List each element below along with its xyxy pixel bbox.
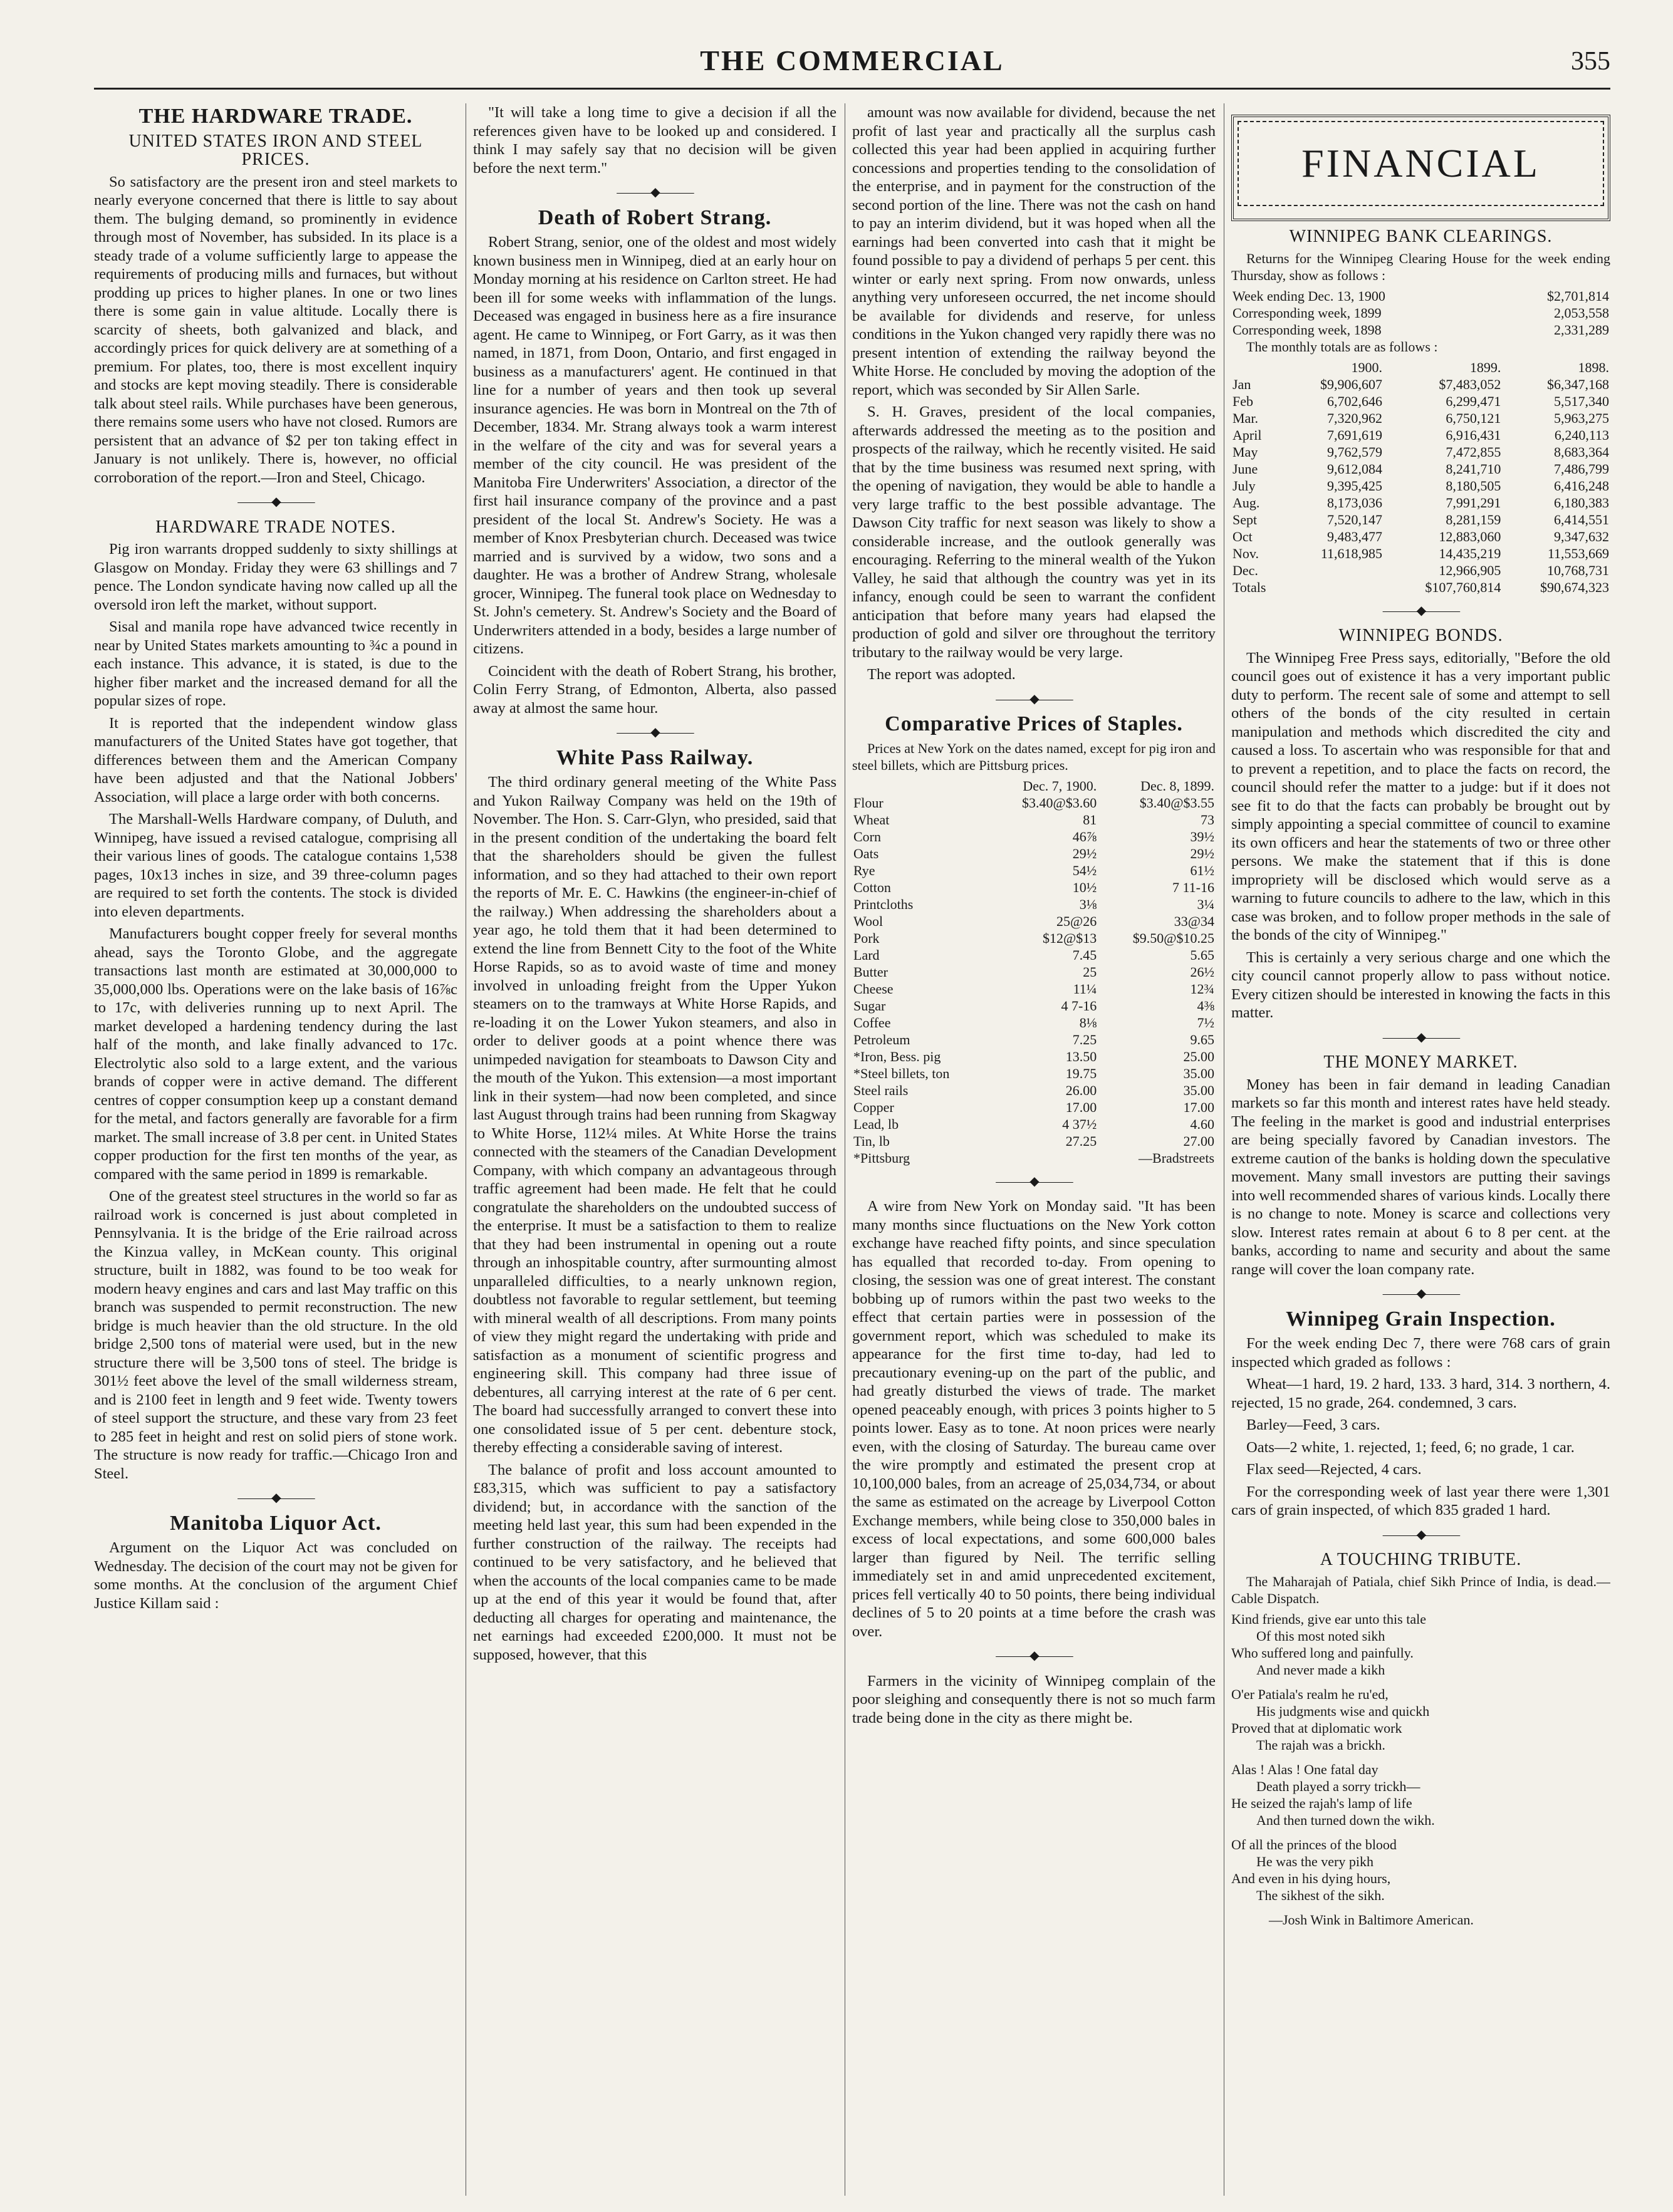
staples-row xyxy=(852,828,1216,845)
poem-line: He seized the rajah's lamp of life xyxy=(1231,1795,1412,1811)
clearings-week-body xyxy=(1231,288,1610,338)
staples-row xyxy=(852,1065,1216,1082)
table-cell: Cotton xyxy=(853,879,891,895)
clearings-intro: Returns for the Winnipeg Clearing House for the week ending Thursday, show as follows : xyxy=(1231,250,1610,283)
staples-row xyxy=(852,794,1216,811)
article-paragraph: It is reported that the independent window glass manufacturers of the United States have got together, that differences between them and the American Company have been adjusted and that the National Jobbers' Association, will place a large order with both concerns. xyxy=(94,714,457,806)
table-cell: 5,963,275 xyxy=(1554,410,1609,426)
table-cell: 7,320,962 xyxy=(1327,410,1383,426)
poem-line: His judgments wise and quickh xyxy=(1256,1703,1430,1719)
clearings-week-row xyxy=(1231,304,1610,321)
clearings-week-row xyxy=(1231,288,1610,304)
staples-row xyxy=(852,997,1216,1014)
monthly-row xyxy=(1231,511,1610,528)
article-paragraph: The third ordinary general meeting of the White Pass and Yukon Railway Company was held on the 19th of November. The Hon. S. Carr-Glyn, who presided, said that in the present condition of the undertaking the board felt that the shareholders should be given the fullest information, and so they had attached to their own report the reports of Mr. E. C. Hawkins (the engineer-in-chief of the railway.) When addressing the shareholders about a year ago, he told them that it had been determined to extend the line from Bennett City to the foot of the White Horse Rapids, so as to avoid waste of time and money involved in unloading freight from the Upper Yukon steamers on to the tramways at White Horse Rapids, and re-loading it on the Lower Yukon steamers, and also in order to deliver goods at a point whence there was unimpeded navigation for steamboats to Dawson City and the mouth of the Yukon. This extension—a most important link in their system—had now been completed, and since last August through trains had been running from Skagway to White Horse, 112¼ miles. At White Horse the trains connected with the steamers of the Canadian Development Company, with which company an advantageous through traffic agreement had been made. He felt that he could congratulate the shareholders on the undoubted success of the enterprise. It must be a satisfaction to them to realize that they had been instrumental in opening out a route through an inhospitable country, after surmounting almost unparalleled difficulties, to a nearly unknown region, doubtless not favorable to regular settlement, but teeming with mineral wealth of all descriptions. From many points of view they might regard the undertaking with pride and satisfaction as a monument of scientific progress and engineering skill. This company had three issue of debentures, all carrying interest at the rate of 6 per cent. The board had successfully arranged to convert these into one consolidated issue of 5 per cent. debenture stock, thereby effecting a considerable saving of interest. xyxy=(473,774,836,1456)
poem-line: O'er Patiala's realm he ru'ed, xyxy=(1231,1686,1389,1702)
staples-row xyxy=(852,1048,1216,1065)
staples-row xyxy=(852,1031,1216,1048)
table-footer-cell: —Bradstreets xyxy=(1139,1150,1214,1166)
table-cell xyxy=(1286,562,1384,579)
table-cell: 6,180,383 xyxy=(1554,494,1609,511)
poem-stanza xyxy=(1231,1836,1610,1904)
masthead xyxy=(94,44,1610,90)
table-cell: 7,991,291 xyxy=(1446,494,1501,511)
tribute-heading: A TOUCHING TRIBUTE. xyxy=(1320,1550,1522,1569)
table-header-cell: 1898. xyxy=(1578,359,1609,375)
table-cell: $3.40@$3.60 xyxy=(1022,794,1097,811)
article-paragraph: A wire from New York on Monday said. "It has been many months since fluctuations on the New York cotton exchange have reached fifty points, and since speculation has equalled that recorded to-day. From opening to closing, the session was one of great interest. The constant bobbing up of rumors within the past two weeks to the effect that certain parties were in possession of the government report, which was scheduled to make its appearance for the first time to-day, had led to precautionary evening-up on the part of the public, and had greatly disturbed the views of trade. The market opened peaceably enough, with prices 3 points higher to 5 points lower. Easy as to tone. At noon prices were nearly even, with the closing of Saturday. The bureau came over the wire promptly and estimated the present crop at 10,100,000 bales, from an acreage of 25,034,734, or about the same as estimated on the acreage by Liverpool Cotton Exchange members, while being close to 350,000 bales in excess of local expectations, and some 600,000 bales larger than figured by Neil. The terrific selling immediately set in and amid unprecedented excitement, prices fell vertically 40 to 50 points, there being individual declines of 5 to 20 points at a time before the crash was over. xyxy=(852,1198,1216,1640)
table-cell: 17.00 xyxy=(1183,1099,1214,1115)
section-separator xyxy=(94,493,457,512)
poem-line: Of all the princes of the blood xyxy=(1231,1836,1397,1852)
table-cell: Lard xyxy=(853,947,880,963)
white-pass-heading: White Pass Railway. xyxy=(556,745,754,769)
clearings-week-table xyxy=(1231,288,1610,338)
article-paragraph: One of the greatest steel structures in the world so far as railroad work is concerned is just about completed in Pennsylvania. It is the bridge of the Erie railroad across the Kinzua valley, in McKean county. This original structure, built in 1882, was found to be too weak for modern heavy engines and cars and last May traffic on this branch was suspended to permit reconstruction. The new bridge is much heavier than the old structure. In the old bridge 2,500 tons of material were used, but in the new structure there will be 3,500 tons of steel. The bridge is 301½ feet above the level of the small wilderness stream, and is 2100 feet in length and 9 feet wide. Twenty towers of steel support the structure, and these vary from 23 feet to 285 feet in height and rest on solid piers of stone work. The structure is now ready for traffic.—Chicago Iron and Steel. xyxy=(94,1188,457,1482)
table-cell: 7,486,799 xyxy=(1554,460,1609,477)
poem-line: He was the very pikh xyxy=(1256,1853,1373,1869)
table-cell: April xyxy=(1233,427,1262,443)
column-2 xyxy=(473,103,836,2196)
table-cell: Aug. xyxy=(1233,494,1260,511)
poem-line: Kind friends, give ear unto this tale xyxy=(1231,1611,1426,1627)
table-header-cell: Dec. 7, 1900. xyxy=(1023,777,1097,794)
table-cell: Corresponding week, 1898 xyxy=(1233,321,1382,338)
table-cell: Mar. xyxy=(1233,410,1258,426)
monthly-table-body xyxy=(1231,376,1610,579)
table-cell: 12,883,060 xyxy=(1439,528,1501,544)
staples-row xyxy=(852,980,1216,997)
financial-title: FINANCIAL xyxy=(1238,121,1604,206)
table-cell: 4 7-16 xyxy=(1061,997,1097,1014)
table-cell: 29½ xyxy=(1072,845,1097,861)
table-cell: 2,053,558 xyxy=(1554,304,1609,321)
section-separator xyxy=(852,690,1216,709)
table-cell: 6,414,551 xyxy=(1554,511,1609,527)
table-cell: 35.00 xyxy=(1183,1065,1214,1081)
table-cell: 8,173,036 xyxy=(1327,494,1383,511)
table-cell: Corresponding week, 1899 xyxy=(1233,304,1382,321)
table-cell: Wool xyxy=(853,913,883,929)
monthly-row xyxy=(1231,460,1610,477)
section-separator xyxy=(1231,1029,1610,1047)
table-cell: Sugar xyxy=(853,997,886,1014)
table-cell: Flour xyxy=(853,794,883,811)
table-cell: 12,966,905 xyxy=(1439,562,1501,578)
table-cell: 9,612,084 xyxy=(1327,460,1383,477)
article-paragraph: The Winnipeg Free Press says, editorially, "Before the old council goes out of existence it has a very important public duty to perform. The recent sale of some and attempt to sell others of the bonds of the city resulted in certain manipulation and methods which discredited the city and caused a loss. To ascertain who was responsible for that and to prevent a repetition, and to place the facts on record, the council should refer the matter to a judge: but if it does not see fit to do that the facts can probably be brought out by simply appointing a special committee of council to examine its own officers and hear the statements of two or three other persons. We make the statement that if this is done impropriety will be disclosed which would serve as a warning to future councils to adhere to the law, which in this case was broken, and to follow proper methods in the sale of the bonds of the city of Winnipeg." xyxy=(1231,649,1610,943)
totals-row xyxy=(1231,579,1610,596)
table-cell: Lead, lb xyxy=(853,1116,899,1132)
column-1 xyxy=(94,103,457,2196)
article-paragraph: Wheat—1 hard, 19. 2 hard, 133. 3 hard, 314. 3 northern, 4. rejected, 15 no grade, 264. condemned, 3 cars. xyxy=(1231,1376,1610,1411)
table-cell: 27.00 xyxy=(1183,1133,1214,1149)
article-paragraph: The balance of profit and loss account amounted to £83,315, which was sufficient to pay a satisfactory dividend; but, in accordance with the sanction of the meeting held last year, this sum had been expended in the further construction of the railway. The receipts had continued to be very satisfactory, and he believed that when the accounts of the local companies came to be made up at the end of this year it would be found that, after deducting all charges for operating and maintenance, the net earnings had exceeded £200,000. It must not be supposed, however, that this xyxy=(473,1461,836,1663)
table-cell: $9,906,607 xyxy=(1320,376,1383,392)
table-cell: 8,281,159 xyxy=(1446,511,1501,527)
table-cell: 9,395,425 xyxy=(1327,477,1383,494)
table-cell: 4 37½ xyxy=(1062,1116,1097,1132)
table-cell: Coffee xyxy=(853,1014,891,1031)
table-cell: 10,768,731 xyxy=(1547,562,1609,578)
table-cell: 17.00 xyxy=(1065,1099,1097,1115)
table-cell: 73 xyxy=(1201,811,1214,828)
article-paragraph: Money has been in fair demand in leading Canadian markets so far this month and interest rates have held steady. The feeling in the market is good and industrial enterprises are being specially favored by Canadian investors. The extreme caution of the banks is holding down the speculative movement. Many small investors are putting their savings into well recommended shares of various kinds. Locally there is no change to note. Money is scarce and collections very slow. Interest rates remain at about 6 to 8 per cent. at the banks, according to name and security and about the same range will cover the loan company rate. xyxy=(1231,1076,1610,1278)
poem-stanza xyxy=(1231,1611,1610,1678)
table-cell: 33@34 xyxy=(1174,913,1214,929)
table-cell: 54½ xyxy=(1072,862,1097,878)
table-cell: 11,618,985 xyxy=(1320,545,1383,561)
table-cell: Dec. xyxy=(1233,562,1258,578)
table-cell: Corn xyxy=(853,828,881,844)
bonds-heading: WINNIPEG BONDS. xyxy=(1338,626,1503,645)
table-cell: Rye xyxy=(853,862,875,878)
monthly-clearings-table xyxy=(1231,359,1610,596)
poem-line: And never made a kikh xyxy=(1256,1661,1385,1678)
table-footer-row xyxy=(852,1150,1216,1166)
staples-row xyxy=(852,930,1216,947)
section-separator xyxy=(1231,1285,1610,1304)
staples-row xyxy=(852,811,1216,828)
table-cell: 19.75 xyxy=(1065,1065,1097,1081)
monthly-row xyxy=(1231,562,1610,579)
clearings-heading: WINNIPEG BANK CLEARINGS. xyxy=(1289,227,1553,246)
monthly-row xyxy=(1231,444,1610,460)
table-cell: $90,674,323 xyxy=(1540,579,1609,595)
table-cell: *Iron, Bess. pig xyxy=(853,1048,941,1064)
table-cell: *Steel billets, ton xyxy=(853,1065,950,1081)
article-paragraph: Argument on the Liquor Act was concluded on Wednesday. The decision of the court may not be given for some months. At the conclusion of the argument Chief Justice Killam said : xyxy=(94,1539,457,1612)
table-cell: Jan xyxy=(1233,376,1251,392)
table-cell: Feb xyxy=(1233,393,1253,409)
poem-signature: —Josh Wink in Baltimore American. xyxy=(1269,1911,1474,1928)
monthly-row xyxy=(1231,545,1610,562)
monthly-intro: The monthly totals are as follows : xyxy=(1246,338,1438,355)
table-cell: 10½ xyxy=(1072,879,1097,895)
financial-banner xyxy=(1231,115,1610,221)
staples-row xyxy=(852,862,1216,879)
article-paragraph: Pig iron warrants dropped suddenly to sixty shillings at Glasgow on Monday. Friday they were 63 shillings and 7 pence. The London syndicate having now called up all the oversold iron left the market, without support. xyxy=(94,541,457,613)
section-separator xyxy=(473,184,836,202)
column-3 xyxy=(852,103,1216,2196)
monthly-row xyxy=(1231,477,1610,494)
poem xyxy=(1231,1611,1610,1904)
monthly-row xyxy=(1231,427,1610,444)
tribute-intro: The Maharajah of Patiala, chief Sikh Prince of India, is dead.—Cable Dispatch. xyxy=(1231,1573,1610,1606)
table-cell: Totals xyxy=(1233,579,1266,595)
table-cell: 7,520,147 xyxy=(1327,511,1383,527)
table-cell: 25.00 xyxy=(1183,1048,1214,1064)
table-cell: $2,701,814 xyxy=(1547,288,1609,304)
clearings-week-row xyxy=(1231,321,1610,338)
table-cell: Petroleum xyxy=(853,1031,910,1047)
article-paragraph: S. H. Graves, president of the local companies, afterwards addressed the meeting as to the position and prospects of the railway, which he recently visited. He said that by the time business was resumed next spring, with the opening of navigation, they would be able to handle a very large traffic to the best possible advantage. The Dawson City traffic for next season was likely to show a considerable increase, and the outlook generally was encouraging. Referring to the mineral wealth of the Yukon Valley, he said that although the country was yet in its infancy, enough could be seen to warrant the confident anticipation that before many years had elapsed the production of gold and silver ore throughout the territory tributary to the railway would be very large. xyxy=(852,403,1216,661)
monthly-row xyxy=(1231,393,1610,410)
staples-heading: Comparative Prices of Staples. xyxy=(885,712,1183,735)
table-cell: 46⅞ xyxy=(1072,828,1097,844)
article-paragraph: Flax seed—Rejected, 4 cars. xyxy=(1246,1461,1422,1478)
table-cell: Wheat xyxy=(853,811,890,828)
table-cell: 6,416,248 xyxy=(1554,477,1609,494)
staples-row xyxy=(852,1082,1216,1099)
staples-row xyxy=(852,896,1216,913)
article-paragraph: Farmers in the vicinity of Winnipeg complain of the poor sleighing and consequently there is not so much farm trade being done in the city as there might be. xyxy=(852,1672,1216,1727)
table-cell: $107,760,814 xyxy=(1425,579,1501,595)
table-header-cell: 1899. xyxy=(1469,359,1501,375)
table-header-cell xyxy=(852,777,990,794)
table-cell: 61½ xyxy=(1190,862,1214,878)
table-cell: $3.40@$3.55 xyxy=(1139,794,1214,811)
staples-row xyxy=(852,845,1216,862)
poem-line: Death played a sorry trickh— xyxy=(1256,1778,1420,1794)
table-cell: 13.50 xyxy=(1065,1048,1097,1064)
table-cell: 12¾ xyxy=(1190,980,1214,997)
table-cell: 7½ xyxy=(1197,1014,1214,1031)
table-cell: 29½ xyxy=(1190,845,1214,861)
table-cell: 6,916,431 xyxy=(1446,427,1501,443)
page-title: THE COMMERCIAL xyxy=(700,44,1004,76)
article-paragraph: Manufacturers bought copper freely for several months ahead, says the Toronto Globe, and the aggregate transactions last month are estimated at 30,000,000 to 35,000,000 lbs. Operations were on the lake basis of 16⅞c to 17c, with deliveries running up to next April. The market developed a hardening tendency during the last half of the month, and lake finally advanced to 17c. Electrolytic also sold to a large extent, and the various brands of copper were in active demand. The different centres of copper consumption keep up a constant demand for the metal, and factors generally are favorable for a firm market. The small increase of 3.8 per cent. in United States copper production for the first ten months of the year, as compared with the same period in 1899 is remarkable. xyxy=(94,925,457,1183)
staples-note: Prices at New York on the dates named, except for pig iron and steel billets, which are Pittsburg prices. xyxy=(852,740,1216,773)
table-cell: Copper xyxy=(853,1099,894,1115)
article-paragraph: "It will take a long time to give a decision if all the references given have to be looked up and considered. I think I may safely say that no decision will be given before the next term." xyxy=(473,104,836,177)
article-paragraph: For the week ending Dec 7, there were 768 cars of grain inspected which graded as follows : xyxy=(1231,1335,1610,1371)
poem-line: The sikhest of the sikh. xyxy=(1256,1887,1385,1903)
staples-table-body xyxy=(852,794,1216,1150)
staples-row xyxy=(852,947,1216,963)
table-cell: $7,483,052 xyxy=(1439,376,1501,392)
table-cell: 7 11-16 xyxy=(1172,879,1214,895)
article-paragraph: So satisfactory are the present iron and steel markets to nearly everyone concerned that there is little to say about them. The bulging demand, so prominently in evidence through most of November, has subsided. In its place is a steady trade of a volume sufficiently large to appease the requirements of producing mills and furnaces, but without prodding up prices to higher planes. In one or two lines there is some gain in value altitude. Locally there is scarcity of sheets, both galvanized and black, and accordingly prices for quick delivery are at something of a premium. For plates, too, there is most excellent inquiry and stocks are kept moving steadily. There is considerable talk about steel rails. While purchases have been generous, there remains some users who have not closed. Rumors are persistent that an advance of $2 per ton taking effect in January is not unlikely. There is, however, no official corroboration of the report.—Iron and Steel, Chicago. xyxy=(94,173,457,486)
table-header-row xyxy=(852,777,1216,794)
table-cell: 25 xyxy=(1083,963,1097,980)
table-header-cell xyxy=(1231,359,1286,376)
table-footer-cell: *Pittsburg xyxy=(853,1150,910,1166)
table-header-row xyxy=(1231,359,1610,376)
table-cell: 39½ xyxy=(1190,828,1214,844)
table-cell: 11¼ xyxy=(1073,980,1097,997)
table-cell: 9,762,579 xyxy=(1327,444,1383,460)
table-cell: July xyxy=(1233,477,1256,494)
table-cell: 8,683,364 xyxy=(1554,444,1609,460)
table-cell: 3¼ xyxy=(1197,896,1214,912)
table-cell: 6,702,646 xyxy=(1327,393,1383,409)
staples-row xyxy=(852,913,1216,930)
table-cell: 3⅛ xyxy=(1079,896,1097,912)
table-cell: 6,750,121 xyxy=(1446,410,1501,426)
table-cell: 5.65 xyxy=(1190,947,1214,963)
staples-row xyxy=(852,1133,1216,1150)
table-cell: 9.65 xyxy=(1190,1031,1214,1047)
monthly-row xyxy=(1231,376,1610,393)
poem-line: Who suffered long and painfully. xyxy=(1231,1644,1414,1661)
poem-line: Proved that at diplomatic work xyxy=(1231,1720,1402,1736)
article-paragraph: Oats—2 white, 1. rejected, 1; feed, 6; no grade, 1 car. xyxy=(1246,1438,1575,1456)
table-cell: $12@$13 xyxy=(1043,930,1097,946)
staples-row xyxy=(852,963,1216,980)
hardware-notes-heading: HARDWARE TRADE NOTES. xyxy=(155,517,396,537)
section-separator xyxy=(1231,1526,1610,1545)
table-cell: Oct xyxy=(1233,528,1253,544)
table-cell: Nov. xyxy=(1233,545,1259,561)
table-cell: 8⅛ xyxy=(1079,1014,1097,1031)
table-cell: 5,517,340 xyxy=(1554,393,1609,409)
liquor-act-heading: Manitoba Liquor Act. xyxy=(170,1511,382,1535)
poem-stanza xyxy=(1231,1761,1610,1829)
monthly-row xyxy=(1231,494,1610,511)
article-paragraph: The Marshall-Wells Hardware company, of Duluth, and Winnipeg, have issued a revised catalogue, comprising all their various lines of goods. The catalogue contains 1,538 pages, 10x13 inches in size, and 39 three-column pages are required to set forth the contents. The stock is divided into eleven departments. xyxy=(94,811,457,920)
article-paragraph: amount was now available for dividend, because the net profit of last year and practically all the surplus cash collected this year had been applied in acquiring further concessions and properties tending to the consolidation of the enterprise, and in payment for the construction of the second portion of the line. There was not the cash on hand to pay an interim dividend, but it was hoped when all the earnings had been converted into cash that it might be found possible to pay a dividend of perhaps 5 per cent. this winter or early next spring. From now onwards, unless anything very unforeseen occurred, the net income should be available for dividends and reserve, for unless conditions in the Yukon changed very rapidly there was no present intention of extending the railway beyond the White Horse. He concluded by moving the adoption of the report, which was seconded by Sir Allen Sarle. xyxy=(852,104,1216,398)
grain-inspection-heading: Winnipeg Grain Inspection. xyxy=(1286,1307,1556,1331)
monthly-row xyxy=(1231,410,1610,427)
table-cell: $6,347,168 xyxy=(1547,376,1609,392)
article-paragraph: Coincident with the death of Robert Strang, his brother, Colin Ferry Strang, of Edmonton, Alberta, also passed away at almost the same hour. xyxy=(473,662,836,717)
table-cell: Week ending Dec. 13, 1900 xyxy=(1233,288,1385,304)
table-cell: 25@26 xyxy=(1056,913,1097,929)
article-paragraph: Barley—Feed, 3 cars. xyxy=(1246,1416,1380,1433)
staples-footer xyxy=(852,1150,1216,1166)
table-cell: 7.45 xyxy=(1072,947,1097,963)
table-cell: 26½ xyxy=(1190,963,1214,980)
table-cell: 2,331,289 xyxy=(1554,321,1609,338)
table-cell: 4.60 xyxy=(1190,1116,1214,1132)
table-cell: 7,472,855 xyxy=(1446,444,1501,460)
poem-line: And even in his dying hours, xyxy=(1231,1870,1391,1886)
monthly-row xyxy=(1231,528,1610,545)
table-cell xyxy=(1286,579,1384,596)
poem-line: Of this most noted sikh xyxy=(1256,1628,1385,1644)
money-market-heading: THE MONEY MARKET. xyxy=(1323,1052,1518,1072)
table-cell: 7,691,619 xyxy=(1327,427,1383,443)
staples-row xyxy=(852,1099,1216,1116)
table-cell: 26.00 xyxy=(1065,1082,1097,1098)
table-cell: 14,435,219 xyxy=(1439,545,1501,561)
table-cell: 7.25 xyxy=(1072,1031,1097,1047)
table-cell: Cheese xyxy=(853,980,894,997)
iron-steel-subheading: UNITED STATES IRON AND STEEL PRICES. xyxy=(128,131,423,169)
section-separator xyxy=(94,1489,457,1508)
table-cell: 8,180,505 xyxy=(1446,477,1501,494)
staples-row xyxy=(852,1116,1216,1133)
table-cell: May xyxy=(1233,444,1258,460)
table-cell: 6,299,471 xyxy=(1446,393,1501,409)
page-number: 355 xyxy=(1571,47,1610,76)
staples-row xyxy=(852,1014,1216,1031)
table-cell: 11,553,669 xyxy=(1547,545,1609,561)
table-header-cell: 1900. xyxy=(1351,359,1383,375)
table-cell: 27.25 xyxy=(1065,1133,1097,1149)
article-paragraph: For the corresponding week of last year there were 1,301 cars of grain inspected, of which 835 graded 1 hard. xyxy=(1231,1483,1610,1519)
section-separator xyxy=(1231,602,1610,621)
table-cell: 6,240,113 xyxy=(1554,427,1609,443)
table-cell: 81 xyxy=(1083,811,1097,828)
article-paragraph: This is certainly a very serious charge and one which the city council cannot properly allow to pass without notice. Every citizen should be interested in knowing the facts in this matter. xyxy=(1231,948,1610,1021)
poem-line: And then turned down the wikh. xyxy=(1256,1812,1435,1828)
table-cell: Printcloths xyxy=(853,896,914,912)
staples-table xyxy=(852,777,1216,1150)
table-cell: Pork xyxy=(853,930,880,946)
section-separator xyxy=(852,1173,1216,1192)
column-4 xyxy=(1231,103,1610,2196)
table-cell: 9,347,632 xyxy=(1554,528,1609,544)
table-cell: Tin, lb xyxy=(853,1133,890,1149)
section-separator xyxy=(852,1647,1216,1666)
table-cell: June xyxy=(1233,460,1258,477)
table-cell: Sept xyxy=(1233,511,1258,527)
article-paragraph: Robert Strang, senior, one of the oldest and most widely known business men in Winnipeg, died at an early hour on Monday morning at his residence on Carlton street. He had been ill for some weeks with inflammation of the lungs. Deceased was engaged in business here as a fire insurance agent. He came to Winnipeg, or Fort Garry, as it was then named, in 1871, from Doon, Ontario, and first engaged in business as a manufacturers' agent. He continued in that line for a number of years and then took up several insurance agencies. He was born in Montreal on the 7th of December, 1834. Mr. Strang always took a warm interest in the welfare of the city and was for several years a member of the city council. He was president of the Manitoba Fire Underwriters' Association, a director of the first hail insurance company of the province and a past president of the local St. Andrew's Society. He was a member of Knox Presbyterian church. Deceased was twice married and is survived by a widow, two sons and a daughter. He was a brother of Andrew Strang, wholesale grocer, Winnipeg. The funeral took place on Wednesday to St. John's cemetery. St. Andrew's Society and the Board of Underwriters attended in a body, besides a large number of citizens. xyxy=(473,234,836,657)
table-header-cell: Dec. 8, 1899. xyxy=(1140,777,1214,794)
poem-line: The rajah was a brickh. xyxy=(1256,1737,1385,1753)
poem-stanza xyxy=(1231,1686,1610,1753)
hardware-trade-heading: THE HARDWARE TRADE. xyxy=(138,105,413,128)
table-cell: Steel rails xyxy=(853,1082,909,1098)
poem-line: Alas ! Alas ! One fatal day xyxy=(1231,1761,1379,1777)
table-cell: $9.50@$10.25 xyxy=(1132,930,1214,946)
table-cell: 4⅜ xyxy=(1197,997,1214,1014)
article-paragraph: The report was adopted. xyxy=(867,666,1016,683)
table-cell: 9,483,477 xyxy=(1327,528,1383,544)
table-cell: 35.00 xyxy=(1183,1082,1214,1098)
section-separator xyxy=(473,724,836,742)
staples-row xyxy=(852,879,1216,896)
table-cell: Butter xyxy=(853,963,888,980)
death-strang-heading: Death of Robert Strang. xyxy=(538,205,772,229)
article-paragraph: Sisal and manila rope have advanced twice recently in near by United States markets amounting to ¾c a pound in each instance. This advance, it is stated, is due to the higher fiber market and the increased demand for all the popular sizes of rope. xyxy=(94,618,457,709)
table-cell: 8,241,710 xyxy=(1446,460,1501,477)
table-cell: Oats xyxy=(853,845,879,861)
